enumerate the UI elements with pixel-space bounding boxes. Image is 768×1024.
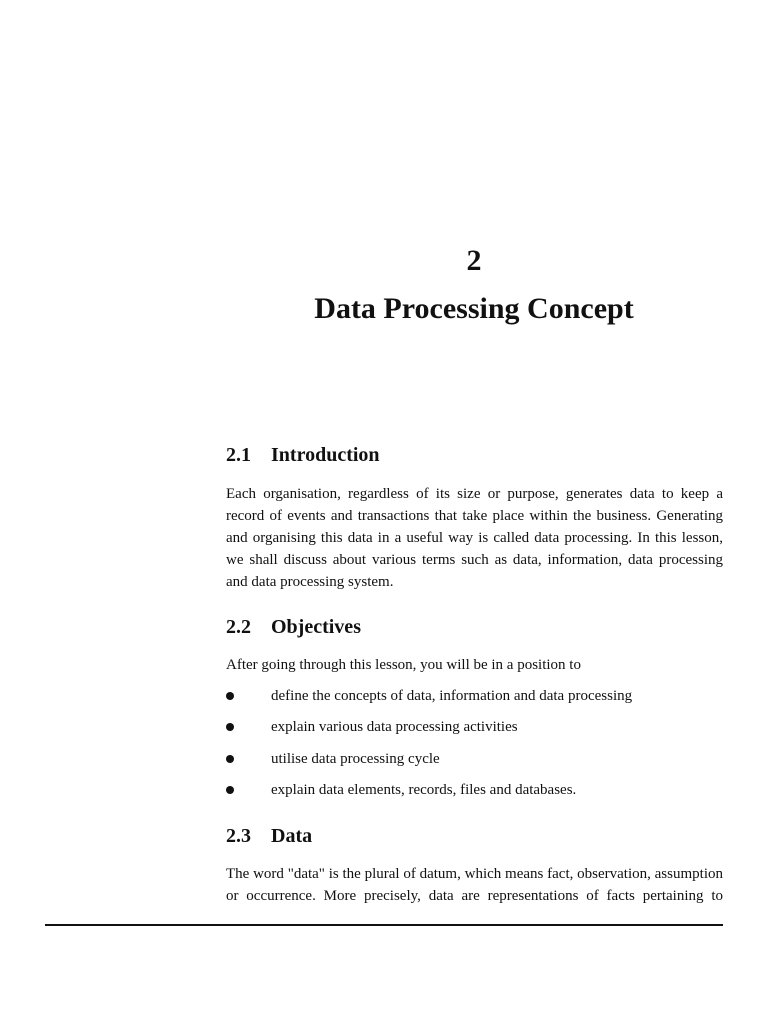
chapter-title: Data Processing Concept — [314, 292, 634, 325]
bullet-icon — [226, 723, 234, 731]
introduction-paragraph — [226, 483, 723, 593]
paragraph-line: and organising this data in a useful way is called data processing. In this lesson, — [226, 530, 723, 546]
list-item-text: define the concepts of data, information and data processing — [271, 688, 633, 704]
list-item-text: utilise data processing cycle — [271, 751, 440, 767]
footer-rule — [45, 924, 723, 926]
list-item-text: explain data elements, records, files and databases. — [271, 782, 577, 798]
section-number: 2.3 — [226, 825, 251, 847]
section-heading-objectives — [226, 615, 726, 639]
objectives-intro: After going through this lesson, you will be in a position to — [226, 657, 581, 673]
bullet-icon — [226, 755, 234, 763]
paragraph-line: we shall discuss about various terms such as data, information, data processing — [226, 552, 723, 568]
bullet-icon — [226, 786, 234, 794]
paragraph-line: or occurrence. More precisely, data are representations of facts pertaining to — [226, 888, 723, 904]
section-title: Data — [271, 825, 313, 847]
section-number: 2.2 — [226, 616, 251, 638]
data-paragraph — [226, 863, 723, 907]
chapter-number: 2 — [466, 244, 482, 277]
section-title: Objectives — [271, 616, 361, 638]
list-item — [226, 685, 723, 707]
section-title: Introduction — [271, 444, 380, 466]
list-item — [226, 779, 723, 801]
paragraph-line: The word "data" is the plural of datum, which means fact, observation, assumption — [226, 866, 723, 882]
section-heading-data — [226, 824, 726, 848]
list-item-text: explain various data processing activities — [271, 719, 518, 735]
paragraph-line: and data processing system. — [226, 574, 394, 590]
section-number: 2.1 — [226, 444, 251, 466]
list-item — [226, 748, 723, 770]
paragraph-line: record of events and transactions that take place within the business. Generating — [226, 508, 723, 524]
list-item — [226, 716, 723, 738]
bullet-icon — [226, 692, 234, 700]
paragraph-line: Each organisation, regardless of its size or purpose, generates data to keep a — [226, 486, 723, 502]
section-heading-introduction — [226, 443, 726, 467]
